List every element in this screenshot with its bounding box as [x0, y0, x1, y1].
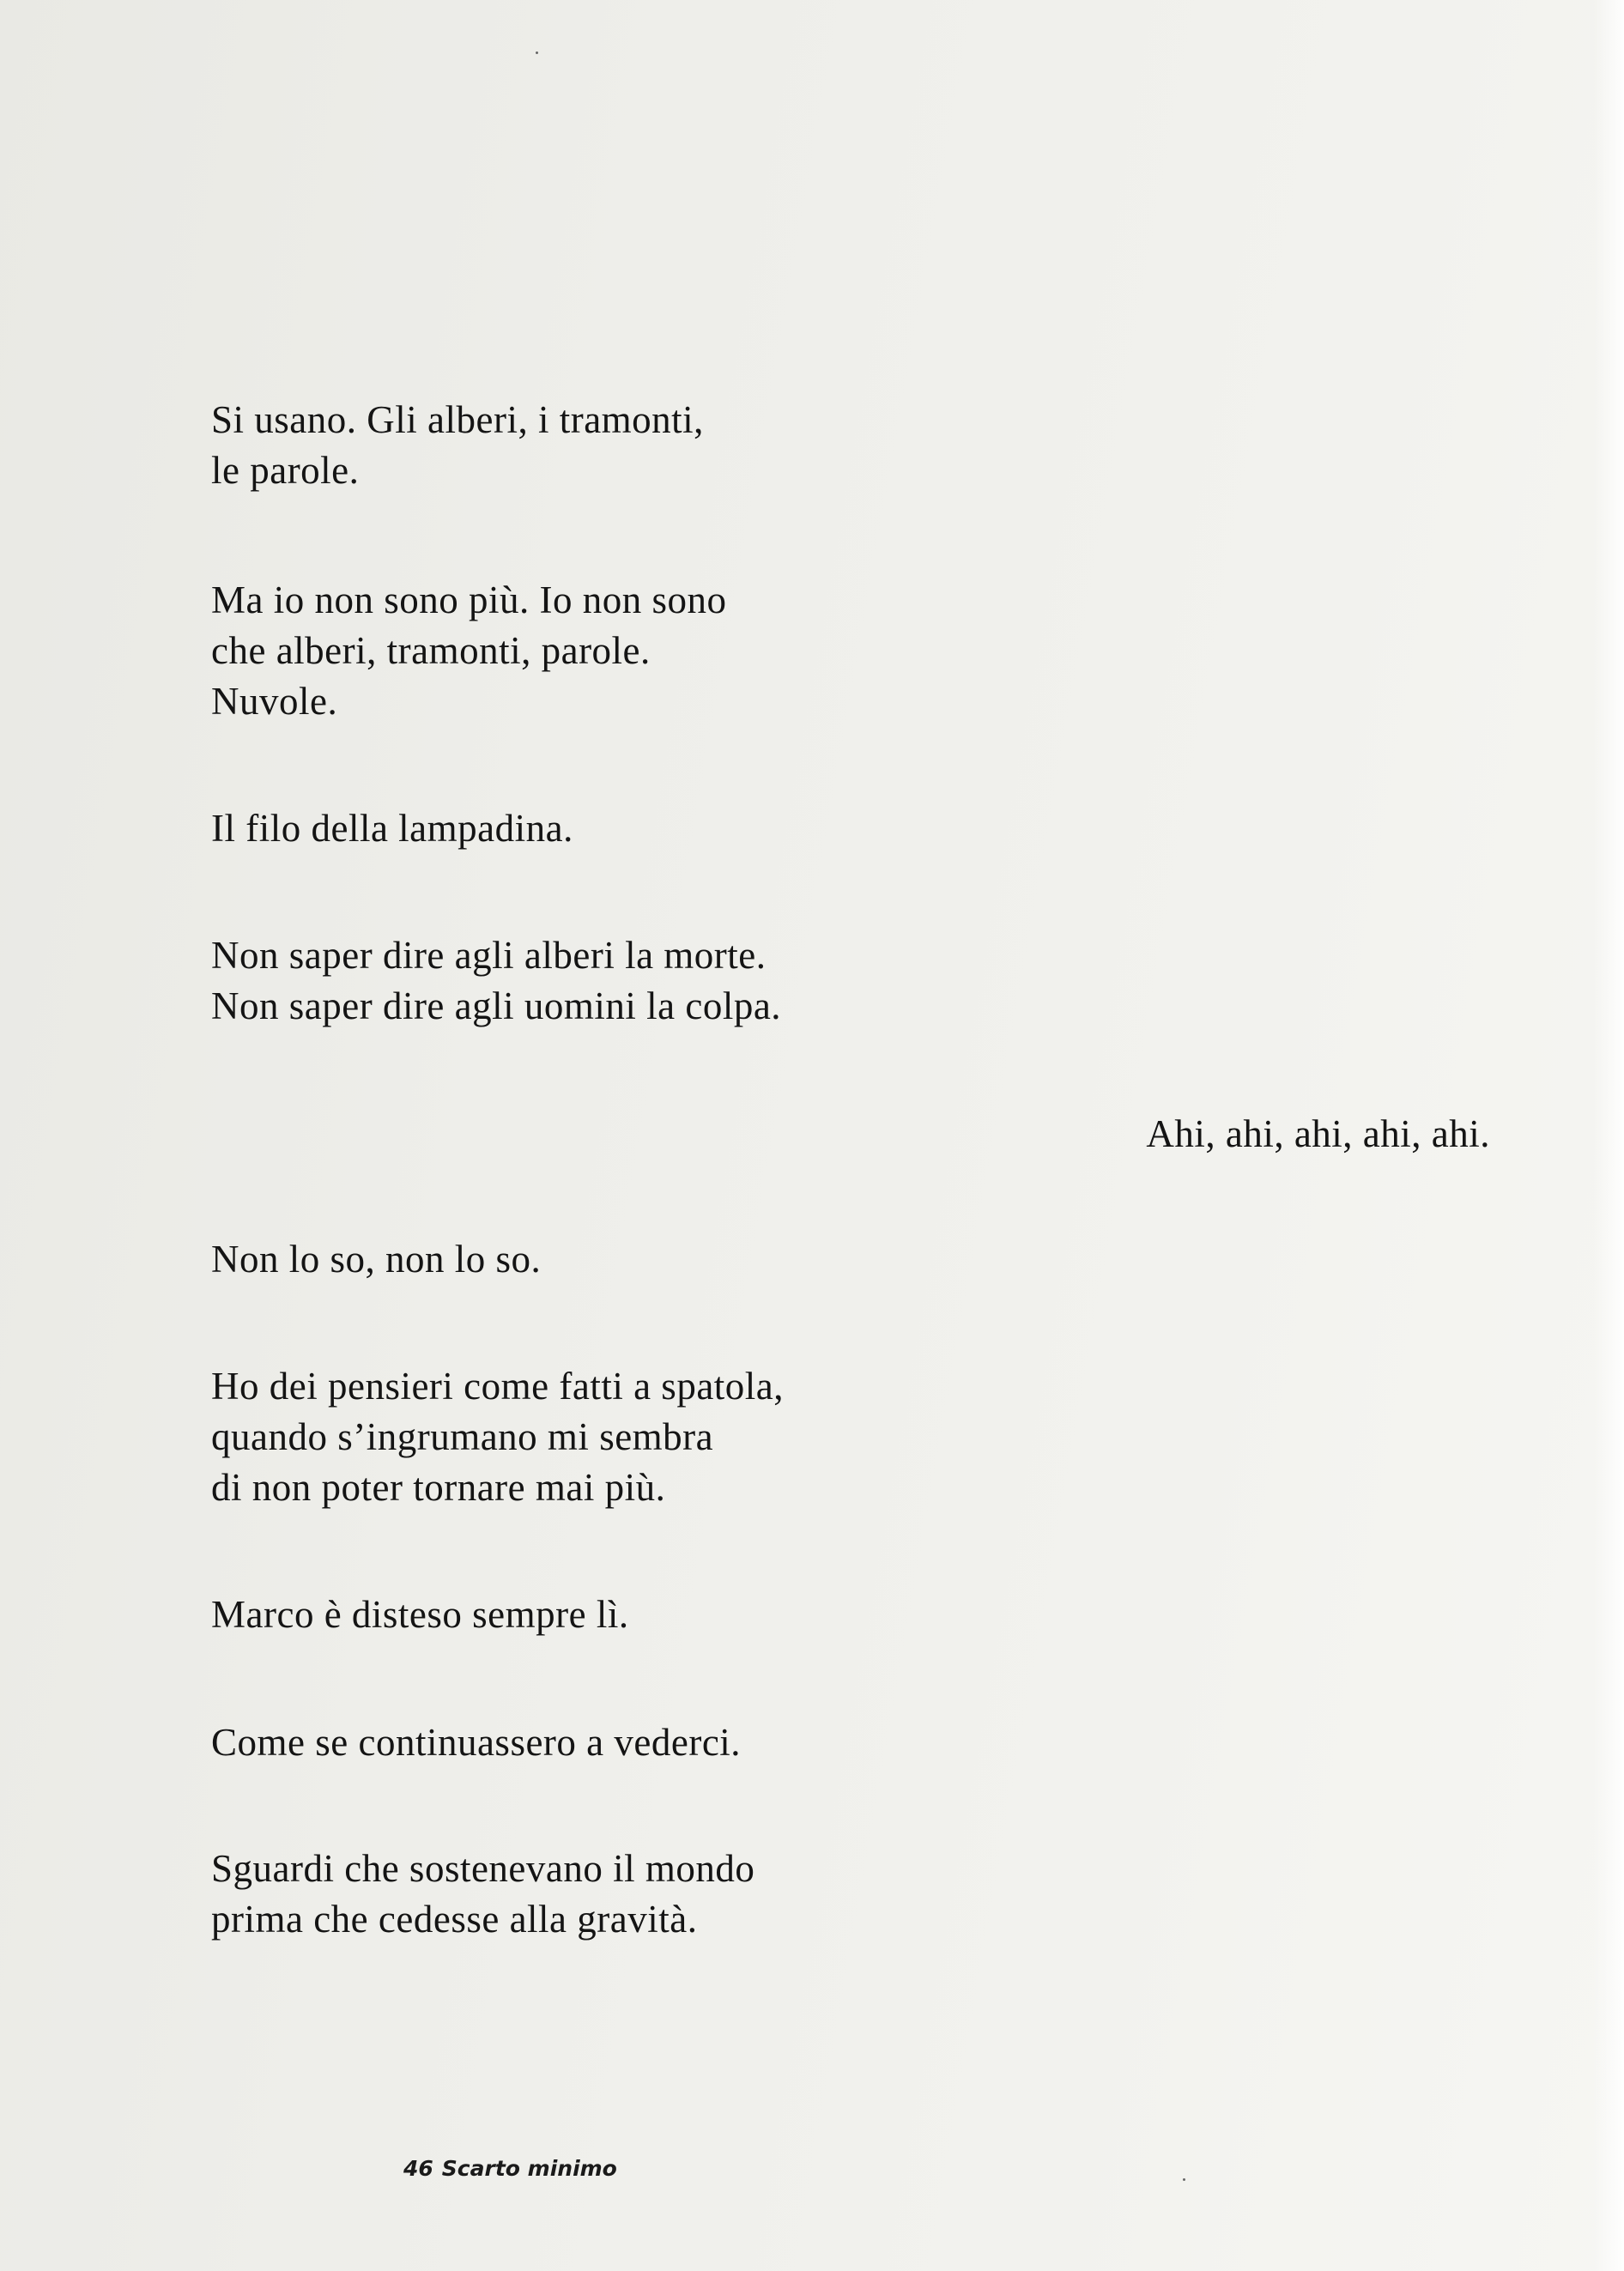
poem-stanza [211, 930, 781, 1032]
paper-speck [536, 51, 538, 54]
poem-line: quando s’ingrumano mi sembra [211, 1415, 714, 1458]
poem-line: Nuvole. [211, 680, 338, 723]
poem-line: di non poter tornare mai più. [211, 1466, 666, 1509]
poem-line: che alberi, tramonti, parole. [211, 629, 651, 672]
page-number: 46 [403, 2156, 433, 2181]
page-edge [1593, 0, 1624, 2271]
poem-line: Il filo della lampadina. [211, 807, 573, 850]
poem-line: Ho dei pensieri come fatti a spatola, [211, 1365, 785, 1408]
poem-line: Non saper dire agli uomini la colpa. [211, 984, 782, 1027]
poem-line: Sguardi che sostenevano il mondo [211, 1847, 755, 1890]
poem-stanza [211, 395, 704, 496]
poem-line: Ma io non sono più. Io non sono [211, 578, 727, 621]
poem-line: Non lo so, non lo so. [211, 1238, 542, 1281]
poem-line: Non saper dire agli alberi la morte. [211, 934, 767, 977]
poem-line: Marco è disteso sempre lì. [211, 1593, 629, 1636]
poem-stanza-right [1146, 1109, 1490, 1160]
poem-line: Come se continuassero a vederci. [211, 1721, 742, 1764]
poem-stanza [211, 575, 727, 727]
poem-line: prima che cedesse alla gravità. [211, 1898, 698, 1941]
page-footer [403, 2156, 617, 2181]
poem-line: le parole. [211, 449, 360, 492]
poem-stanza [211, 1234, 541, 1285]
poem-stanza [211, 803, 573, 854]
poem-stanza [211, 1844, 754, 1945]
running-title: Scarto minimo [441, 2156, 617, 2181]
poem-stanza [211, 1361, 784, 1513]
poem-line: Ahi, ahi, ahi, ahi, ahi. [1146, 1112, 1490, 1155]
poem-stanza [211, 1590, 629, 1640]
poem-line: Si usano. Gli alberi, i tramonti, [211, 398, 704, 441]
poem-stanza [211, 1717, 741, 1768]
paper-speck [1183, 2178, 1185, 2181]
